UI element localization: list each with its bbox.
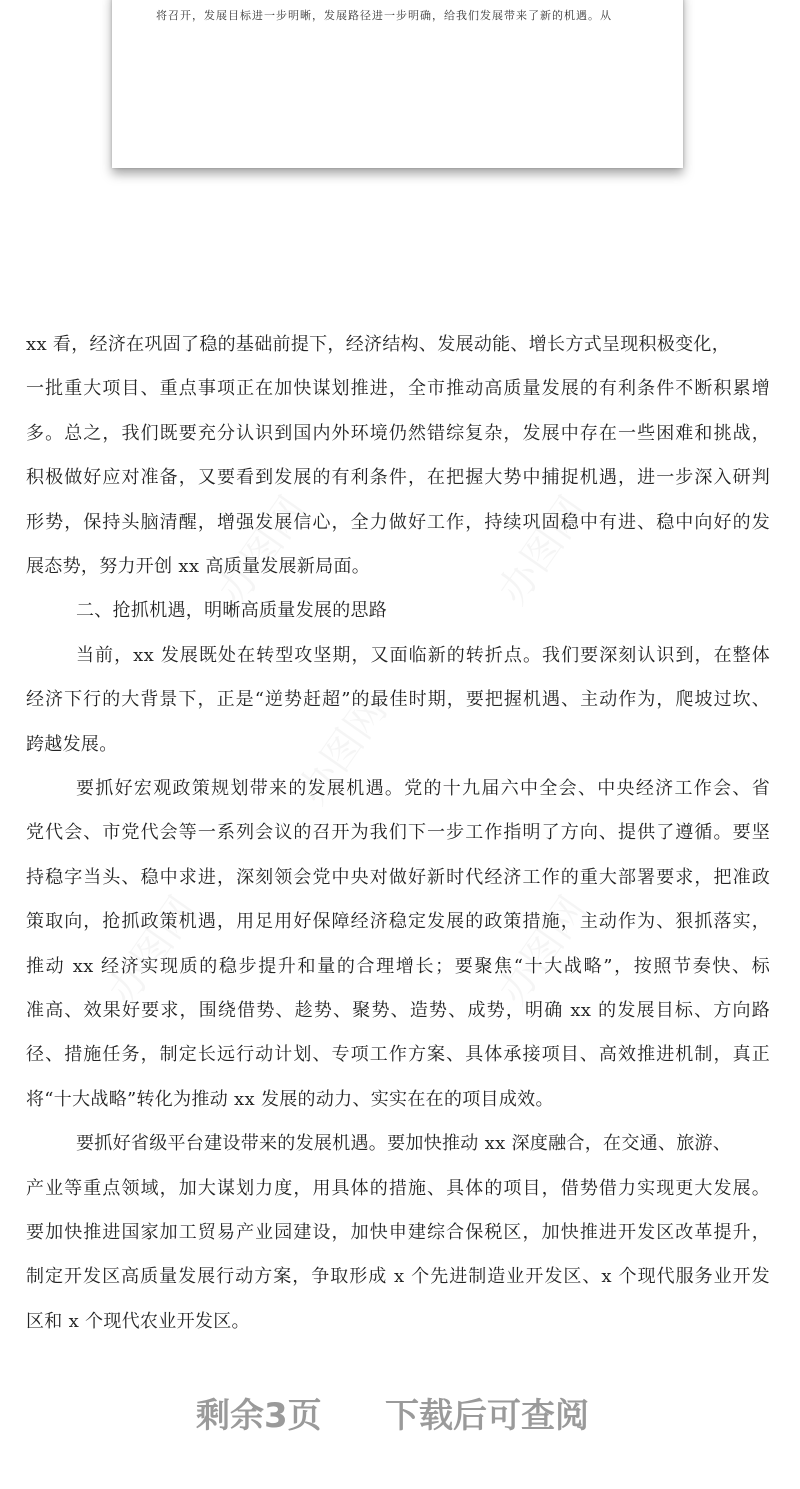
text-line: 展态势，努力开创 xx 高质量发展新局面。 [26, 556, 371, 577]
text-line: 产业等重点领域，加大谋划力度，用具体的措施、具体的项目，借势借力实现更大发展。 [26, 1177, 770, 1199]
text-line: 策取向，抢抓政策机遇，用足用好保障经济稳定发展的政策措施，主动作为、狠抓落实， [26, 911, 770, 933]
text-line: 要抓好省级平台建设带来的发展机遇。要加快推动 xx 深度融合，在交通、旅游、 [76, 1133, 732, 1155]
text-line: 要加快推进国家加工贸易产业园建设，加快申建综合保税区，加快推进开发区改革提升， [26, 1222, 770, 1243]
text-line: 持稳字当头、稳中求进，深刻领会党中央对做好新时代经济工作的重大部署要求，把准政 [26, 866, 770, 888]
preview-text: 将召开，发展目标进一步明晰，发展路径进一步明确，给我们发展带来了新的机遇。从 [156, 9, 612, 22]
text-line: 多。总之，我们既要充分认识到国内外环境仍然错综复杂，发展中存在一些困难和挑战， [26, 422, 770, 444]
text-line: 党代会、市党代会等一系列会议的召开为我们下一步工作指明了方向、提供了遵循。要坚 [26, 822, 770, 844]
remaining-pages-label: 剩余3页 [196, 1396, 322, 1436]
section-heading: 二、抢抓机遇，明晰高质量发展的思路 [76, 600, 388, 622]
previous-page-preview [112, 0, 683, 168]
text-line: 将“十大战略”转化为推动 xx 发展的动力、实实在在的项目成效。 [26, 1088, 554, 1110]
text-line: 要抓好宏观政策规划带来的发展机遇。党的十九届六中全会、中央经济工作会、省 [76, 778, 770, 799]
download-hint-label[interactable]: 下载后可查阅 [385, 1396, 589, 1436]
text-line: 经济下行的大背景下，正是“逆势赶超”的最佳时期，要把握机遇、主动作为，爬坡过坎、 [26, 689, 770, 711]
text-line: 准高、效果好要求，围绕借势、趁势、聚势、造势、成势，明确 xx 的发展目标、方向路 [26, 1000, 770, 1021]
watermark [482, 883, 598, 1014]
text-line: 径、措施任务，制定长远行动计划、专项工作方案、具体承接项目、高效推进机制，真正 [26, 1044, 770, 1066]
text-line: 形势，保持头脑清醒，增强发展信心，全力做好工作，持续巩固稳中有进、稳中向好的发 [26, 511, 770, 533]
text-line: 当前，xx 发展既处在转型攻坚期，又面临新的转折点。我们要深刻认识到，在整体 [76, 644, 770, 666]
watermark [92, 883, 208, 1014]
text-line: 一批重大项目、重点事项正在加快谋划推进，全市推动高质量发展的有利条件不断积累增 [26, 378, 770, 400]
text-line: 跨越发展。 [26, 733, 118, 755]
text-line: 区和 x 个现代农业开发区。 [26, 1310, 250, 1332]
text-line: xx 看，经济在巩固了稳的基础前提下，经济结构、发展动能、增长方式呈现积极变化， [26, 334, 731, 355]
watermark [482, 483, 598, 614]
text-line: 推动 xx 经济实现质的稳步提升和量的合理增长；要聚焦“十大战略”，按照节奏快、标 [26, 955, 770, 977]
text-line: 制定开发区高质量发展行动方案，争取形成 x 个先进制造业开发区、x 个现代服务业开发 [26, 1266, 770, 1288]
text-line: 积极做好应对准备，又要看到发展的有利条件，在把握大势中捕捉机遇，进一步深入研判 [26, 467, 770, 489]
watermark [202, 483, 318, 614]
